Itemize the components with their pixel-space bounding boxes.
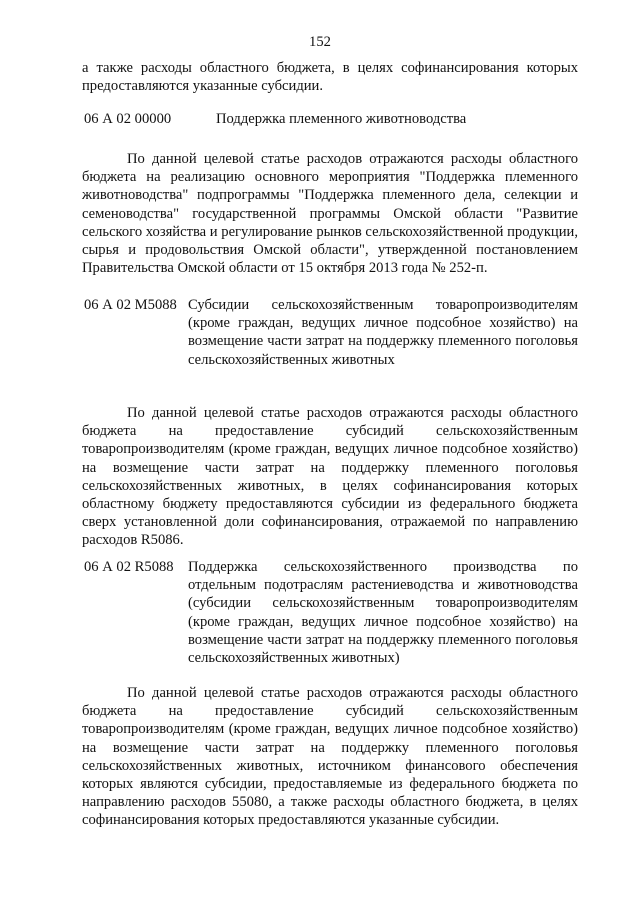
page-number: 152 [309, 34, 331, 50]
entry-title: Поддержка сельскохозяйственного производства по отдельным подотраслям растениеводства и животноводства (субсидии сельскохозяйственным товаропроизводителям (кроме граждан, ведущих личное подсобное хозяйство) на возмещение части затрат на поддержку племенного поголовья сельскохозяйственных животных) [188, 559, 578, 667]
entry-code: 06 А 02 М5088 [84, 297, 177, 313]
entry-description: По данной целевой статье расходов отражаются расходы областного бюджета на предоставление субсидий сельскохозяйственным товаропроизводителям (кроме граждан, ведущих личное подсобное хозяйство) на возмещение части затрат на поддержку племенного поголовья сельскохозяйственных животных, в целях софинансирования которых областному бюджету предоставляются субсидии из федерального бюджета сверх установленной доли софинансирования, отражаемой по направлению расходов R5086. [82, 405, 578, 549]
entry-description: По данной целевой статье расходов отражаются расходы областного бюджета на предоставление субсидий сельскохозяйственным товаропроизводителям (кроме граждан, ведущих личное подсобное хозяйство) на возмещение части затрат на поддержку племенного поголовья сельскохозяйственных животных, источником финансового обеспечения которых являются субсидии, предоставляемые из федерального бюджета по направлению расходов 55080, а также расходы областного бюджета, в целях софинансирования которых предоставляются указанные субсидии. [82, 685, 578, 829]
entry-code: 06 А 02 R5088 [84, 559, 174, 575]
entry-code: 06 А 02 00000 [84, 111, 172, 127]
entry-title: Поддержка племенного животноводства [216, 111, 467, 127]
entry-description: По данной целевой статье расходов отражаются расходы областного бюджета на реализацию основного мероприятия "Поддержка племенного животноводства" подпрограммы "Поддержка племенного дела, селекции и семеноводства" государственной программы Омской области "Развитие сельского хозяйства и регулирование рынков сельскохозяйственной продукции, сырья и продовольствия Омской области", утвержденной постановлением Правительства Омской области от 15 октября 2013 года № 252-п. [82, 151, 578, 277]
intro-paragraph: а также расходы областного бюджета, в целях софинансирования которых предоставляются указанные субсидии. [82, 60, 578, 95]
entry-title: Субсидии сельскохозяйственным товаропроизводителям (кроме граждан, ведущих личное подсобное хозяйство) на возмещение части затрат на поддержку племенного поголовья сельскохозяйственных животных [188, 297, 578, 368]
